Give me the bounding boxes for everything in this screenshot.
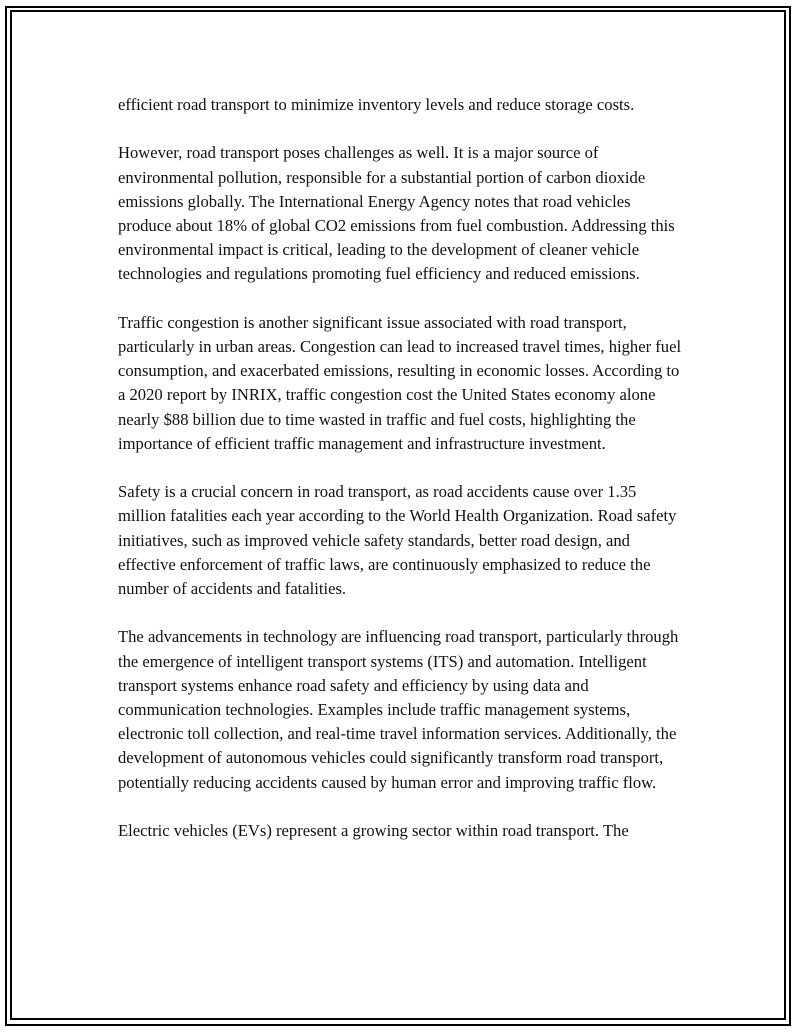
paragraph-environmental-challenges: However, road transport poses challenges as well. It is a major source of environmental pollution, responsible for a substantial portion of carbon dioxide emissions globally. The International Energy Agency notes that road vehicles produce about 18% of global CO2 emissions from fuel combustion. Addressing this environmental impact is critical, leading to the development of cleaner vehicle technologies and regulations promoting fuel efficiency and reduced emissions. [118, 143, 675, 284]
paragraph-electric-vehicles: Electric vehicles (EVs) represent a growing sector within road transport. The [118, 821, 629, 841]
paragraph-storage-costs: efficient road transport to minimize inventory levels and reduce storage costs. [118, 95, 635, 114]
paragraph-road-safety: Safety is a crucial concern in road transport, as road accidents cause over 1.35 million fatalities each year according to the World Health Organization. Road safety initiatives, such as improved vehicle safety standards, better road design, and effective enforcement of traffic laws, are continuously emphasized to reduce the number of accidents and fatalities. [118, 482, 677, 599]
paragraph-technology-its: The advancements in technology are influencing road transport, particularly through the emergence of intelligent transport systems (ITS) and automation. Intelligent transport systems enhance road safety and efficiency by using data and communication technologies. Examples include traffic management systems, electronic toll collection, and real-time travel information services. Additionally, the development of autonomous vehicles could significantly transform road transport, potentially reducing accidents caused by human error and improving traffic flow. [118, 627, 679, 792]
paragraph-traffic-congestion: Traffic congestion is another significant issue associated with road transport, particularly in urban areas. Congestion can lead to increased travel times, higher fuel consumption, and exacerbated emissions, resulting in economic losses. According to a 2020 report by INRIX, traffic congestion cost the United States economy alone nearly $88 billion due to time wasted in traffic and fuel costs, highlighting the importance of efficient traffic management and infrastructure investment. [118, 312, 682, 453]
document-body [118, 93, 688, 867]
